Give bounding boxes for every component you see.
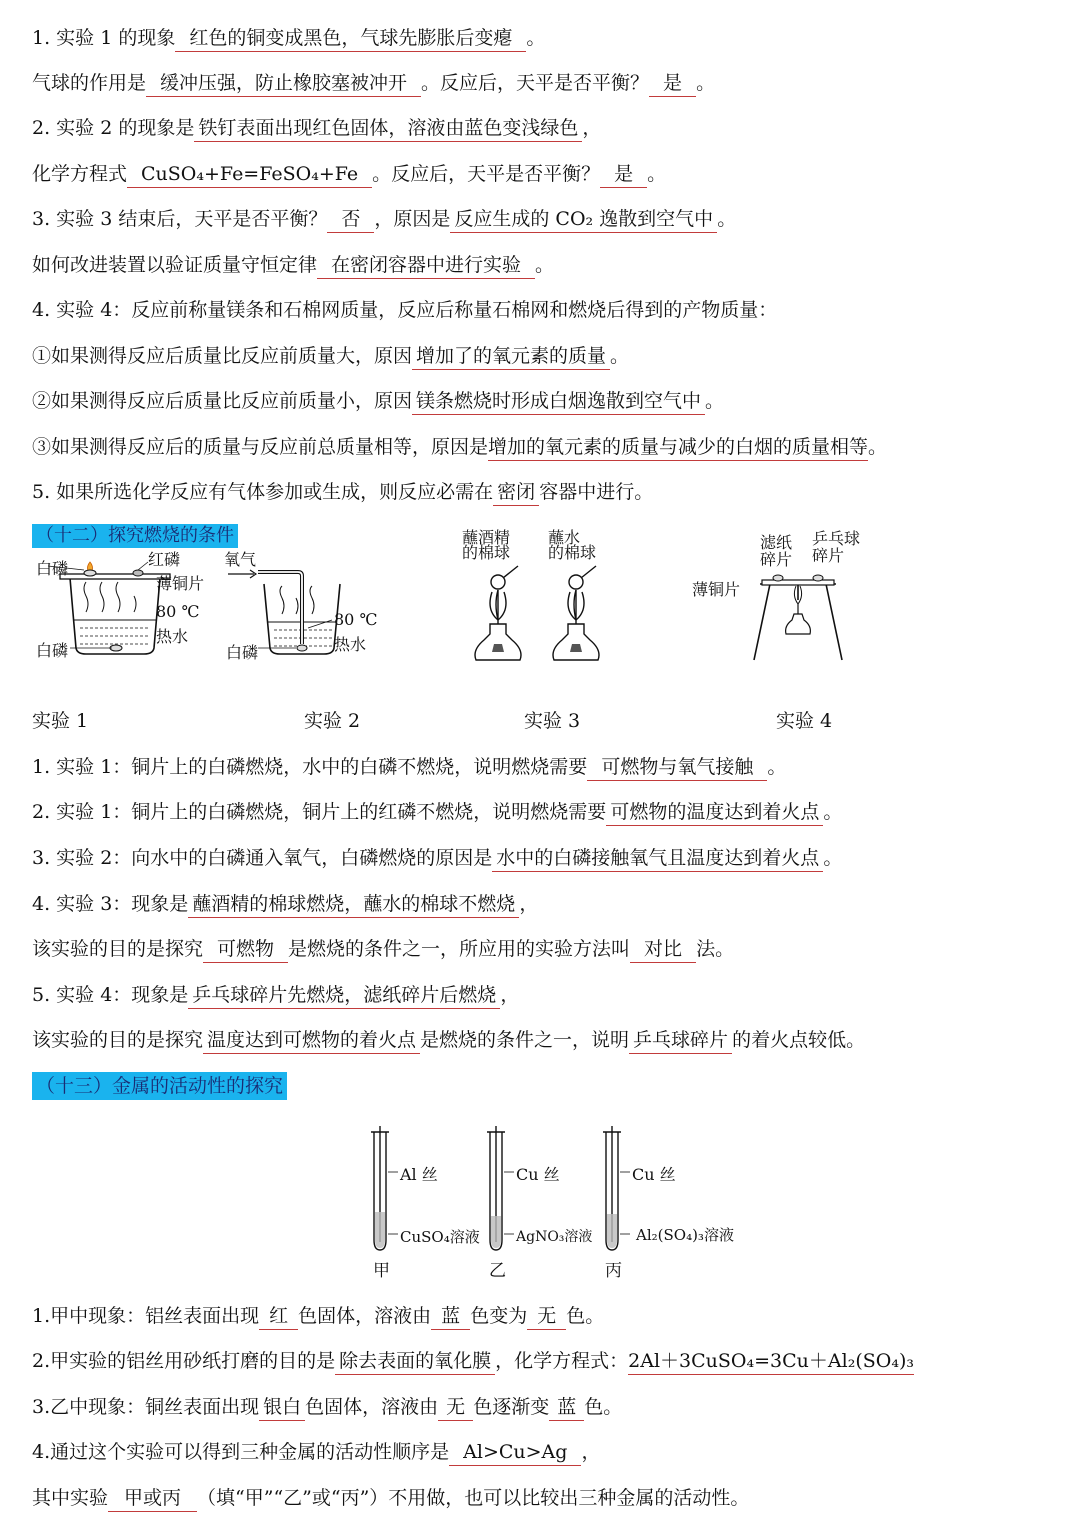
tube-wire-label: Cu 丝 [516, 1165, 560, 1184]
section-heading: （十二）探究燃烧的条件 [32, 524, 238, 548]
text-line: 如何改进装置以验证质量守恒定律 在密闭容器中进行实验 。 [32, 245, 554, 285]
section-heading: （十三）金属的活动性的探究 [32, 1072, 287, 1100]
label-copper-sheet: 薄铜片 [692, 580, 741, 599]
answer-blank: 增加了的氧元素的质量 [412, 343, 610, 370]
tube-caption: 乙 [489, 1261, 506, 1281]
tube-caption: 丙 [605, 1261, 622, 1281]
text-line: 化学方程式 CuSO₄+Fe=FeSO₄+Fe 。反应后，天平是否平衡？ 是 。 [32, 154, 666, 194]
label-oxygen: 氧气 [224, 550, 257, 569]
experiment-4-figure [740, 560, 860, 665]
answer-blank: 对比 [630, 936, 696, 963]
figure-caption: 实验 2 [304, 710, 361, 732]
answer-blank: CuSO₄+Fe=FeSO₄+Fe [127, 161, 372, 188]
answer-blank: 蓝 [431, 1303, 470, 1330]
text-line: 4. 实验 3：现象是 蘸酒精的棉球燃烧，蘸水的棉球不燃烧 ， [32, 884, 538, 924]
answer-blank: 甲或丙 [108, 1485, 197, 1512]
label-filter-paper: 滤纸 碎片 [760, 533, 793, 569]
label-white-phosphorus-bottom: 白磷 [36, 641, 69, 660]
text-line: 该实验的目的是探究 可燃物 是燃烧的条件之一，所应用的实验方法叫 对比 法。 [32, 929, 734, 969]
answer-blank: 缓冲压强，防止橡胶塞被冲开 [146, 70, 421, 97]
text-line: 5. 实验 4：现象是 乒乓球碎片先燃烧，滤纸碎片后燃烧 ， [32, 975, 519, 1015]
text-line: 4.通过这个实验可以得到三种金属的活动性顺序是 Al>Cu>Ag ， [32, 1432, 600, 1472]
text-line: 2. 实验 2 的现象是 铁钉表面出现红色固体，溶液由蓝色变浅绿色 ， [32, 108, 601, 148]
answer-blank: 乒乓球碎片 [629, 1027, 732, 1054]
tube-solution-label: CuSO₄溶液 [400, 1228, 480, 1246]
figure-caption: 实验 1 [32, 710, 89, 732]
answer-blank: 增加的氧元素的质量与减少的白烟的质量相等 [488, 434, 868, 461]
figure-caption: 实验 3 [524, 710, 581, 732]
label-pingpong-fragments: 乒乓球 碎片 [812, 529, 861, 565]
answer-blank: 可燃物与氧气接触 [587, 754, 767, 781]
experiment-3-figure [460, 560, 620, 665]
figure-caption: 实验 4 [776, 710, 833, 732]
answer-blank: 密闭 [493, 479, 539, 506]
tube-solution-label: AgNO₃溶液 [516, 1229, 593, 1245]
text-line: 4. 实验 4：反应前称量镁条和石棉网质量，反应后称量石棉网和燃烧后得到的产物质量： [32, 299, 778, 321]
label-red-phosphorus: 红磷 [148, 550, 181, 569]
answer-blank: 温度达到可燃物的着火点 [203, 1027, 420, 1054]
tube-wire-label: Al 丝 [400, 1165, 438, 1184]
text-line: ②如果测得反应后质量比反应前质量小，原因 镁条燃烧时形成白烟逸散到空气中 。 [32, 381, 724, 421]
answer-blank: 否 [327, 206, 374, 233]
text-line: ③如果测得反应后的质量与反应前总质量相等，原因是增加的氧元素的质量与减少的白烟的质量相等。 [32, 427, 887, 467]
answer-blank: 镁条燃烧时形成白烟逸散到空气中 [412, 388, 705, 415]
text-line: 1. 实验 1：铜片上的白磷燃烧，水中的白磷不燃烧，说明燃烧需要 可燃物与氧气接触 。 [32, 747, 786, 787]
text-line: 2.甲实验的铝丝用砂纸打磨的目的是 除去表面的氧化膜 ，化学方程式：2Al＋3CuSO₄=3Cu＋Al₂(SO₄)₃ [32, 1341, 914, 1381]
answer-blank: 2Al＋3CuSO₄=3Cu＋Al₂(SO₄)₃ [628, 1348, 914, 1375]
answer-blank: 铁钉表面出现红色固体，溶液由蓝色变浅绿色 [194, 115, 582, 142]
text-line: 1. 实验 1 的现象 红色的铜变成黑色，气球先膨胀后变瘪 。 [32, 18, 545, 58]
answer-blank: 无 [438, 1394, 473, 1421]
answer-blank: 可燃物的温度达到着火点 [606, 799, 823, 826]
text-line: 3. 实验 2：向水中的白磷通入氧气，白磷燃烧的原因是 水中的白磷接触氧气且温度达到着火点 。 [32, 838, 842, 878]
answer-blank: 无 [527, 1303, 566, 1330]
answer-blank: 是 [649, 70, 696, 97]
text-line: 该实验的目的是探究 温度达到可燃物的着火点 是燃烧的条件之一，说明 乒乓球碎片 的着火点较低。 [32, 1020, 865, 1060]
label-alcohol-cotton-ball: 蘸酒精 的棉球 [462, 528, 511, 562]
answer-blank: 可燃物 [203, 936, 288, 963]
answer-blank: 反应生成的 CO₂ 逸散到空气中 [450, 206, 717, 233]
answer-blank: 蓝 [549, 1394, 584, 1421]
tube-caption: 甲 [373, 1261, 390, 1281]
answer-blank: 乒乓球碎片先燃烧，滤纸碎片后燃烧 [188, 982, 500, 1009]
answer-blank: 红色的铜变成黑色，气球先膨胀后变瘪 [175, 25, 526, 52]
text-line: 3. 实验 3 结束后，天平是否平衡？ 否 ，原因是 反应生成的 CO₂ 逸散到空气中 。 [32, 199, 736, 239]
answer-blank: 在密闭容器中进行实验 [317, 252, 535, 279]
answer-blank: 银白 [259, 1394, 305, 1421]
text-line: 1.甲中现象：铝丝表面出现 红 色固体，溶液由 蓝 色变为 无 色。 [32, 1296, 604, 1336]
answer-blank: 是 [600, 161, 647, 188]
tube-solution-label: Al₂(SO₄)₃溶液 [636, 1226, 734, 1244]
tube-wire-label: Cu 丝 [632, 1165, 676, 1184]
label-white-phosphorus: 白磷 [226, 643, 259, 662]
label-temperature: 80 ℃ [156, 602, 200, 621]
label-white-phosphorus-top: 白磷 [36, 559, 69, 578]
answer-blank: Al>Cu>Ag [449, 1439, 581, 1466]
text-line: 3.乙中现象：铜丝表面出现 银白 色固体，溶液由 无 色逐渐变 蓝 色。 [32, 1387, 622, 1427]
text-line: 气球的作用是 缓冲压强，防止橡胶塞被冲开 。反应后，天平是否平衡？ 是 。 [32, 63, 715, 103]
answer-blank: 水中的白磷接触氧气且温度达到着火点 [492, 845, 823, 872]
label-copper-sheet: 薄铜片 [156, 574, 205, 593]
answer-blank: 除去表面的氧化膜 [335, 1348, 495, 1375]
label-hot-water: 热水 [156, 627, 189, 646]
answer-blank: 蘸酒精的棉球燃烧，蘸水的棉球不燃烧 [188, 891, 519, 918]
label-water-cotton-ball: 蘸水 的棉球 [548, 528, 597, 562]
text-line: ①如果测得反应后质量比反应前质量大，原因 增加了的氧元素的质量 。 [32, 336, 629, 376]
label-hot-water: 热水 [334, 635, 367, 654]
label-temperature: 80 ℃ [334, 610, 378, 629]
text-line: 2. 实验 1：铜片上的白磷燃烧，铜片上的红磷不燃烧，说明燃烧需要 可燃物的温度达到着火点 。 [32, 792, 842, 832]
answer-blank: 红 [259, 1303, 298, 1330]
text-line: 其中实验 甲或丙 （填“甲”“乙”或“丙”）不用做，也可以比较出三种金属的活动性。 [32, 1478, 749, 1518]
text-line: 5. 如果所选化学反应有气体参加或生成，则反应必需在 密闭 容器中进行。 [32, 472, 653, 512]
